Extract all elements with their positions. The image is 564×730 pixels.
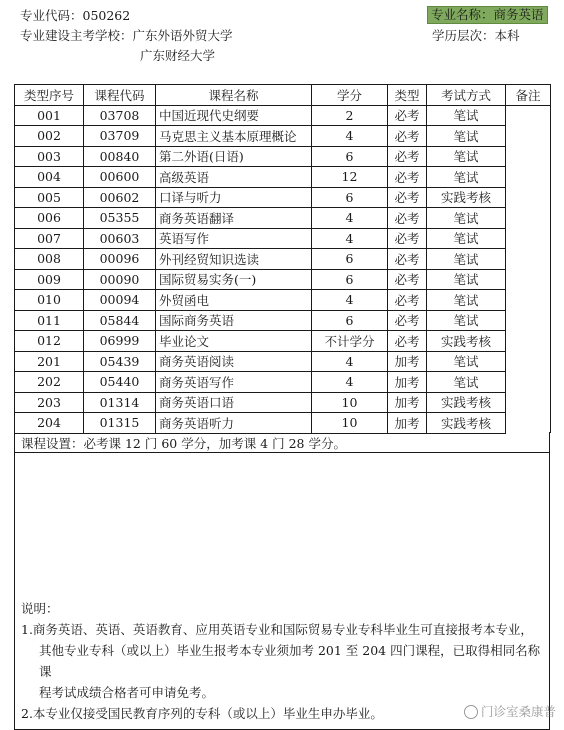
- table-row: [15, 310, 551, 331]
- watermark-text: 门诊室桑康普: [480, 704, 556, 719]
- table-row: [15, 146, 551, 167]
- cell-type: 必考: [388, 126, 427, 147]
- cell-type: 必考: [388, 187, 427, 208]
- course-table: [14, 84, 551, 434]
- examining-schools: 专业建设主考学校：广东外语外贸大学: [20, 28, 233, 43]
- table-row: [15, 105, 551, 126]
- cell-credits: 6: [312, 269, 388, 290]
- notes-title: 说明：: [21, 601, 59, 616]
- cell-course-name: 国际商务英语: [156, 310, 312, 331]
- cell-exam-method: 笔试: [427, 105, 506, 126]
- watermark-logo-icon: [464, 705, 478, 719]
- cell-exam-method: 笔试: [427, 167, 506, 188]
- cell-remarks: [506, 208, 551, 229]
- cell-credits: 不计学分: [312, 331, 388, 352]
- cell-course-name: 商务英语翻译: [156, 208, 312, 229]
- cell-course-name: 口译与听力: [156, 187, 312, 208]
- cell-course-code: 00840: [84, 146, 156, 167]
- col-header-course-code: 课程代码: [84, 85, 156, 106]
- cell-type-number: 204: [15, 413, 84, 434]
- cell-type: 必考: [388, 146, 427, 167]
- table-row: [15, 167, 551, 188]
- cell-course-code: 03708: [84, 105, 156, 126]
- cell-type-number: 002: [15, 126, 84, 147]
- cell-type: 必考: [388, 290, 427, 311]
- cell-type-number: 201: [15, 351, 84, 372]
- table-row: [15, 351, 551, 372]
- cell-exam-method: 实践考核: [427, 331, 506, 352]
- cell-course-name: 商务英语听力: [156, 413, 312, 434]
- cell-course-name: 商务英语写作: [156, 372, 312, 393]
- cell-exam-method: 实践考核: [427, 392, 506, 413]
- cell-exam-method: 笔试: [427, 208, 506, 229]
- cell-type-number: 001: [15, 105, 84, 126]
- cell-course-code: 00090: [84, 269, 156, 290]
- examining-school-2: 广东财经大学: [140, 48, 216, 63]
- cell-course-name: 英语写作: [156, 228, 312, 249]
- table-row: [15, 392, 551, 413]
- cell-credits: 6: [312, 146, 388, 167]
- table-row: [15, 269, 551, 290]
- cell-type-number: 012: [15, 331, 84, 352]
- cell-type: 加考: [388, 392, 427, 413]
- cell-course-code: 01315: [84, 413, 156, 434]
- cell-credits: 10: [312, 413, 388, 434]
- col-header-type: 类型: [388, 85, 427, 106]
- table-row: [15, 228, 551, 249]
- cell-exam-method: 笔试: [427, 290, 506, 311]
- cell-credits: 4: [312, 372, 388, 393]
- cell-course-code: 03709: [84, 126, 156, 147]
- cell-remarks: [506, 167, 551, 188]
- major-code: 专业代码：050262: [20, 8, 131, 23]
- cell-course-code: 05440: [84, 372, 156, 393]
- cell-course-name: 外刊经贸知识选读: [156, 249, 312, 270]
- cell-course-name: 马克思主义基本原理概论: [156, 126, 312, 147]
- note-item-1-line-2: 其他专业专科（或以上）毕业生报考本专业须加考 201 至 204 四门课程，已取得相同名称课: [39, 643, 541, 679]
- cell-course-code: 00600: [84, 167, 156, 188]
- cell-remarks: [506, 413, 551, 434]
- cell-type-number: 003: [15, 146, 84, 167]
- course-notes-box: [14, 432, 550, 730]
- cell-type-number: 011: [15, 310, 84, 331]
- col-header-exam-method: 考试方式: [427, 85, 506, 106]
- cell-credits: 6: [312, 187, 388, 208]
- cell-type: 必考: [388, 249, 427, 270]
- cell-type-number: 004: [15, 167, 84, 188]
- note-item-2: 2.本专业仅接受国民教育序列的专科（或以上）毕业生申办毕业。: [21, 706, 383, 721]
- cell-exam-method: 笔试: [427, 126, 506, 147]
- col-header-remarks: 备注: [506, 85, 551, 106]
- cell-exam-method: 笔试: [427, 351, 506, 372]
- cell-remarks: [506, 392, 551, 413]
- cell-type: 加考: [388, 351, 427, 372]
- table-row: [15, 413, 551, 434]
- cell-credits: 2: [312, 105, 388, 126]
- cell-course-name: 商务英语阅读: [156, 351, 312, 372]
- cell-type-number: 006: [15, 208, 84, 229]
- col-header-course-name: 课程名称: [156, 85, 312, 106]
- cell-exam-method: 实践考核: [427, 413, 506, 434]
- cell-type-number: 202: [15, 372, 84, 393]
- watermark: [464, 702, 556, 720]
- cell-remarks: [506, 105, 551, 126]
- col-header-type-number: 类型序号: [15, 85, 84, 106]
- cell-course-code: 05439: [84, 351, 156, 372]
- cell-credits: 4: [312, 351, 388, 372]
- cell-credits: 10: [312, 392, 388, 413]
- cell-remarks: [506, 249, 551, 270]
- cell-type: 必考: [388, 228, 427, 249]
- table-row: [15, 331, 551, 352]
- cell-exam-method: 笔试: [427, 146, 506, 167]
- table-header-row: [15, 85, 551, 106]
- table-row: [15, 187, 551, 208]
- summary-divider: [15, 452, 549, 453]
- table-row: [15, 290, 551, 311]
- cell-course-code: 00602: [84, 187, 156, 208]
- cell-remarks: [506, 126, 551, 147]
- cell-remarks: [506, 310, 551, 331]
- cell-type: 加考: [388, 413, 427, 434]
- table-row: [15, 249, 551, 270]
- cell-credits: 4: [312, 290, 388, 311]
- cell-remarks: [506, 290, 551, 311]
- cell-type-number: 005: [15, 187, 84, 208]
- cell-type: 加考: [388, 372, 427, 393]
- table-row: [15, 126, 551, 147]
- cell-course-name: 国际贸易实务(一): [156, 269, 312, 290]
- cell-credits: 4: [312, 228, 388, 249]
- cell-course-code: 06999: [84, 331, 156, 352]
- cell-credits: 6: [312, 249, 388, 270]
- cell-type-number: 007: [15, 228, 84, 249]
- cell-type: 必考: [388, 331, 427, 352]
- course-summary: 课程设置：必考课 12 门 60 学分，加考课 4 门 28 学分。: [21, 436, 346, 451]
- cell-credits: 6: [312, 310, 388, 331]
- cell-course-name: 毕业论文: [156, 331, 312, 352]
- cell-remarks: [506, 372, 551, 393]
- education-level: 学历层次：本科: [432, 28, 520, 43]
- cell-course-name: 高级英语: [156, 167, 312, 188]
- cell-credits: 12: [312, 167, 388, 188]
- cell-remarks: [506, 146, 551, 167]
- cell-type-number: 008: [15, 249, 84, 270]
- col-header-credits: 学分: [312, 85, 388, 106]
- cell-course-name: 商务英语口语: [156, 392, 312, 413]
- cell-course-code: 05355: [84, 208, 156, 229]
- cell-course-code: 01314: [84, 392, 156, 413]
- cell-credits: 4: [312, 208, 388, 229]
- cell-course-code: 05844: [84, 310, 156, 331]
- cell-exam-method: 笔试: [427, 269, 506, 290]
- cell-credits: 4: [312, 126, 388, 147]
- cell-remarks: [506, 269, 551, 290]
- cell-type: 必考: [388, 105, 427, 126]
- cell-course-name: 第二外语(日语): [156, 146, 312, 167]
- cell-type-number: 009: [15, 269, 84, 290]
- cell-type-number: 203: [15, 392, 84, 413]
- cell-course-name: 外贸函电: [156, 290, 312, 311]
- cell-exam-method: 笔试: [427, 372, 506, 393]
- cell-exam-method: 笔试: [427, 249, 506, 270]
- cell-course-code: 00603: [84, 228, 156, 249]
- cell-course-name: 中国近现代史纲要: [156, 105, 312, 126]
- cell-exam-method: 笔试: [427, 228, 506, 249]
- note-item-1-line-3: 程考试成绩合格者可申请免考。: [39, 685, 215, 700]
- table-row: [15, 208, 551, 229]
- cell-remarks: [506, 228, 551, 249]
- cell-remarks: [506, 351, 551, 372]
- cell-course-code: 00096: [84, 249, 156, 270]
- cell-type: 必考: [388, 167, 427, 188]
- cell-exam-method: 实践考核: [427, 187, 506, 208]
- cell-course-code: 00094: [84, 290, 156, 311]
- table-row: [15, 372, 551, 393]
- note-item-1-line-1: 1.商务英语、英语、英语教育、应用英语专业和国际贸易专业专科毕业生可直接报考本专业，: [21, 622, 533, 637]
- cell-remarks: [506, 331, 551, 352]
- cell-type: 必考: [388, 208, 427, 229]
- cell-exam-method: 笔试: [427, 310, 506, 331]
- cell-remarks: [506, 187, 551, 208]
- cell-type: 必考: [388, 310, 427, 331]
- cell-type: 必考: [388, 269, 427, 290]
- major-name-highlight: 专业名称：商务英语: [427, 6, 548, 24]
- cell-type-number: 010: [15, 290, 84, 311]
